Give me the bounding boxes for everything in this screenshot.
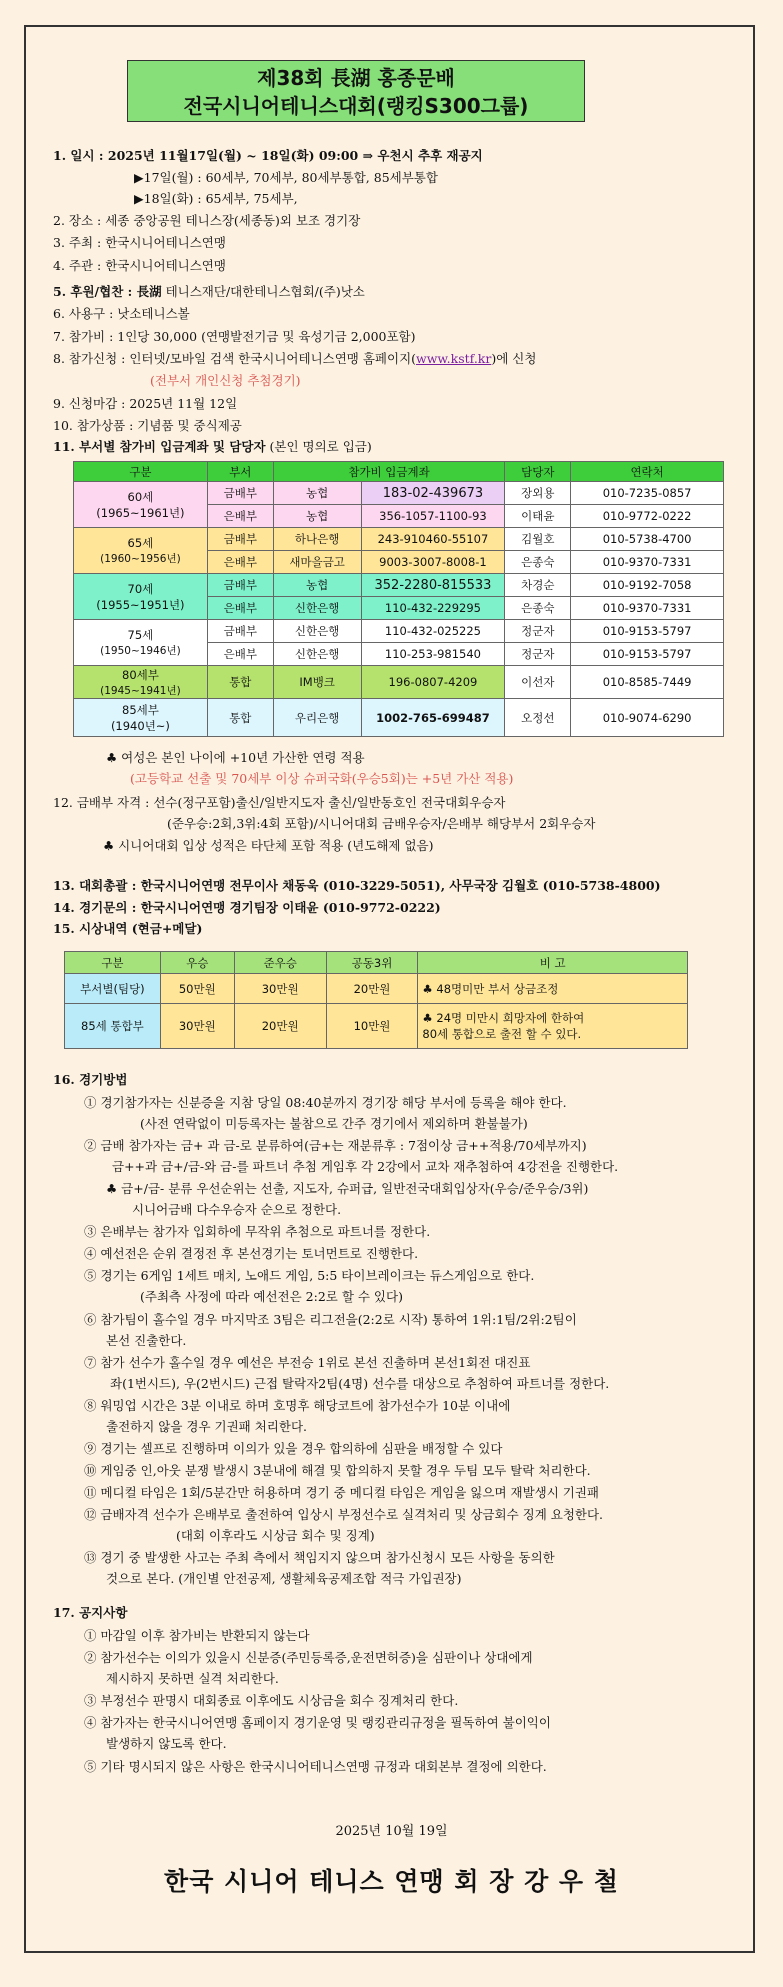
rule-line: ⑨ 경기는 셀프로 진행하며 이의가 있을 경우 합의하에 심판을 배정할 수 있다 — [84, 1441, 503, 1456]
rule-line: (대회 이후라도 시상금 회수 및 징계) — [176, 1528, 375, 1543]
rule-line: ⑤ 경기는 6게임 1세트 매치, 노애드 게임, 5:5 타이브레이크는 듀스게임으로 한다. — [84, 1268, 535, 1283]
rule-line: ① 경기참가자는 신분증을 지참 당일 08:40분까지 경기장 해당 부서에 등록을 해야 한다. — [84, 1095, 567, 1110]
rule-line: ④ 예선전은 순위 결정전 후 본선경기는 토너먼트로 진행한다. — [84, 1246, 419, 1261]
header-manager: 담당자 — [505, 462, 571, 482]
info-date-day2: ▶18일(화) : 65세부, 75세부, — [134, 191, 298, 206]
rule-line: ⑪ 메디컬 타임은 1회/5분간만 허용하며 경기 중 메디컬 타임은 게임을 잃으며 재발생시 기권패 — [84, 1485, 599, 1500]
prize-note: ♣ 24명 미만시 희망자에 한하여 80세 통합으로 출전 할 수 있다. — [418, 1004, 688, 1049]
note-women-age: ♣ 여성은 본인 나이에 +10년 가산한 연령 적용 — [106, 750, 365, 765]
age-group-65: 65세 (1960~1956년) — [74, 528, 208, 574]
info-ball: 6. 사용구 : 낫소테니스볼 — [53, 306, 190, 321]
account-number: 352-2280-815533 — [361, 574, 505, 597]
division: 금배부 — [207, 620, 273, 643]
table-row — [74, 620, 724, 643]
bank: 농협 — [273, 505, 361, 528]
bank: 신한은행 — [273, 620, 361, 643]
manager: 정군자 — [505, 620, 571, 643]
table-row — [74, 574, 724, 597]
info-prize-heading: 15. 시상내역 (현금+메달) — [53, 921, 203, 936]
info-apply-text-end: )에 신청 — [491, 351, 537, 366]
info-host: 3. 주최 : 한국시니어테니스연맹 — [53, 235, 226, 250]
homepage-link[interactable]: www.kstf.kr — [416, 351, 492, 366]
header-account: 참가비 입금계좌 — [273, 462, 505, 482]
rules-heading: 16. 경기방법 — [53, 1072, 128, 1087]
prize-table — [64, 951, 688, 1049]
rule-line: ⑦ 참가 선수가 홀수일 경우 예선은 부전승 1위로 본선 진출하며 본선1회전 대진표 — [84, 1355, 531, 1370]
account-number: 110-432-025225 — [361, 620, 505, 643]
bank: 농협 — [273, 574, 361, 597]
info-accounts-label: 11. 부서별 참가비 입금계좌 및 담당자 — [53, 439, 266, 454]
prize-first: 50만원 — [160, 974, 234, 1004]
division: 통합 — [207, 666, 273, 699]
info-gift: 10. 참가상품 : 기념품 및 중식제공 — [53, 418, 242, 433]
rule-line: 시니어금배 다수우승자 순으로 정한다. — [132, 1202, 342, 1217]
prize-header-first: 우승 — [160, 952, 234, 974]
fee-table-header — [74, 462, 724, 482]
rule-line: ⑥ 참가팀이 홀수일 경우 마지막조 3팀은 리그전을(2:2로 시작) 통하여 1위:1팀/2위:2팀이 — [84, 1312, 577, 1327]
info-gold-qualification: 12. 금배부 자격 : 선수(정구포함)출신/일반지도자 출신/일반동호인 전국대회우승자 — [53, 795, 506, 810]
table-row — [65, 1004, 688, 1049]
prize-second: 30만원 — [234, 974, 326, 1004]
info-gold-qualification-2: (준우승:2회,3위:4회 포함)/시니어대회 금배우승자/은배부 해당부서 2회우승자 — [167, 816, 596, 831]
manager: 은종숙 — [505, 597, 571, 620]
manager: 이선자 — [505, 666, 571, 699]
manager: 정군자 — [505, 643, 571, 666]
info-fee: 7. 참가비 : 1인당 30,000 (연맹발전기금 및 육성기금 2,000포함) — [53, 329, 416, 344]
account-number: 356-1057-1100-93 — [361, 505, 505, 528]
info-accounts-heading — [53, 439, 372, 455]
fee-table — [73, 461, 724, 737]
info-date-day1: ▶17일(월) : 60세부, 70세부, 80세부통합, 85세부통합 — [134, 170, 438, 185]
manager: 김월호 — [505, 528, 571, 551]
phone: 010-9153-5797 — [571, 643, 724, 666]
division: 은배부 — [207, 505, 273, 528]
table-row — [65, 974, 688, 1004]
phone: 010-9074-6290 — [571, 699, 724, 737]
division: 금배부 — [207, 574, 273, 597]
manager: 장외용 — [505, 482, 571, 505]
info-sponsor — [53, 284, 365, 300]
age-group-75: 75세 (1950~1946년) — [74, 620, 208, 666]
rule-line: ⑧ 워밍업 시간은 3분 이내로 하며 호명후 해당코트에 참가선수가 10분 이내에 — [84, 1398, 511, 1413]
prize-third: 20만원 — [326, 974, 418, 1004]
account-number: 1002-765-699487 — [361, 699, 505, 737]
footer-date: 2025년 10월 19일 — [335, 1824, 448, 1839]
account-number: 243-910460-55107 — [361, 528, 505, 551]
manager: 오정선 — [505, 699, 571, 737]
bank: IM뱅크 — [273, 666, 361, 699]
division: 통합 — [207, 699, 273, 737]
division: 은배부 — [207, 597, 273, 620]
prize-first: 30만원 — [160, 1004, 234, 1049]
rule-line: (주최측 사정에 따라 예선전은 2:2로 할 수 있다) — [140, 1289, 403, 1304]
age-group-80: 80세부 (1945~1941년) — [74, 666, 208, 699]
rule-line: 좌(1번시드), 우(2번시드) 근접 탈락자2팀(4명) 선수를 대상으로 추첨하여 파트너를 정한다. — [110, 1376, 610, 1391]
title-line-2: 전국시니어테니스대회(랭킹S300그룹) — [183, 94, 529, 118]
rule-line: ♣ 금+/금- 분류 우선순위는 선출, 지도자, 슈퍼급, 일반전국대회입상자(우승/준우승/3위) — [106, 1181, 589, 1196]
notice-line: 발생하지 않도록 한다. — [106, 1736, 227, 1751]
division: 금배부 — [207, 528, 273, 551]
rule-line: ⑬ 경기 중 발생한 사고는 주최 측에서 책임지지 않으며 참가신청시 모든 사항을 동의한 — [84, 1550, 555, 1565]
phone: 010-9772-0222 — [571, 505, 724, 528]
phone: 010-9153-5797 — [571, 620, 724, 643]
prize-note: ♣ 48명미만 부서 상금조정 — [418, 974, 688, 1004]
table-row — [74, 666, 724, 699]
title-line-1: 제38회 長湖 홍종문배 — [257, 66, 455, 90]
division: 금배부 — [207, 482, 273, 505]
table-row — [74, 699, 724, 737]
rule-line: 본선 진출한다. — [106, 1333, 187, 1348]
header-division: 부서 — [207, 462, 273, 482]
info-apply-text: 8. 참가신청 : 인터넷/모바일 검색 한국시니어테니스연맹 홈페이지( — [53, 351, 417, 366]
phone: 010-9370-7331 — [571, 551, 724, 574]
prize-second: 20만원 — [234, 1004, 326, 1049]
bank: 새마을금고 — [273, 551, 361, 574]
info-general-manager: 13. 대회총괄 : 한국시니어연맹 전무이사 채동욱 (010-3229-5051), 사무국장 김월호 (010-5738-4800) — [53, 878, 661, 893]
rule-line: (사전 연락없이 미등록자는 불참으로 간주 경기에서 제외하며 환불불가) — [140, 1116, 528, 1131]
signature: 한국 시니어 테니스 연맹 회 장 강 우 철 — [164, 1867, 619, 1896]
rule-line: ② 금배 참가자는 금+ 과 금-로 분류하여(금+는 재분류후 : 7점이상 금++적용/70세부까지) — [84, 1138, 587, 1153]
bank: 신한은행 — [273, 643, 361, 666]
notice-line: 제시하지 못하면 실격 처리한다. — [106, 1671, 279, 1686]
info-apply — [53, 351, 536, 367]
phone: 010-7235-0857 — [571, 482, 724, 505]
account-number: 196-0807-4209 — [361, 666, 505, 699]
prize-header-note: 비 고 — [418, 952, 688, 974]
notice-line: ④ 참가자는 한국시니어연맹 홈페이지 경기운영 및 랭킹관리규정을 필독하여 불이익이 — [84, 1715, 551, 1730]
manager: 은종숙 — [505, 551, 571, 574]
notice-line: ① 마감일 이후 참가비는 반환되지 않는다 — [84, 1628, 310, 1643]
account-number: 110-432-229295 — [361, 597, 505, 620]
division: 은배부 — [207, 643, 273, 666]
bank: 신한은행 — [273, 597, 361, 620]
title-box — [127, 60, 585, 122]
info-gold-qualification-3: ♣ 시니어대회 입상 성적은 타단체 포함 적용 (년도해제 없음) — [103, 838, 434, 853]
info-venue: 2. 장소 : 세종 중앙공원 테니스장(세종동)외 보조 경기장 — [53, 213, 361, 228]
account-number: 9003-3007-8008-1 — [361, 551, 505, 574]
rule-line: 출전하지 않을 경우 기권패 처리한다. — [106, 1419, 307, 1434]
rule-line: ⑫ 금배자격 선수가 은배부로 출전하여 입상시 부정선수로 실격처리 및 상금회수 징계 요청한다. — [84, 1507, 604, 1522]
prize-category: 부서별(팀당) — [65, 974, 161, 1004]
notices-heading: 17. 공지사항 — [53, 1605, 128, 1620]
notice-line: ② 참가선수는 이의가 있을시 신분증(주민등록증,운전면허증)을 심판이나 상대에게 — [84, 1650, 533, 1665]
header-category: 구분 — [74, 462, 208, 482]
bank: 하나은행 — [273, 528, 361, 551]
phone: 010-5738-4700 — [571, 528, 724, 551]
table-row — [74, 528, 724, 551]
prize-category: 85세 통합부 — [65, 1004, 161, 1049]
info-inquiry: 14. 경기문의 : 한국시니어연맹 경기팀장 이태윤 (010-9772-0222) — [53, 900, 441, 915]
prize-header-category: 구분 — [65, 952, 161, 974]
phone: 010-8585-7449 — [571, 666, 724, 699]
bank: 우리은행 — [273, 699, 361, 737]
info-apply-note: (전부서 개인신청 추첨경기) — [150, 373, 301, 388]
table-row — [74, 482, 724, 505]
prize-table-header — [65, 952, 688, 974]
info-date: 1. 일시 : 2025년 11월17일(월) ~ 18일(화) 09:00 ⇒ 우천시 추후 재공지 — [53, 148, 483, 163]
info-sponsor-list: 테니스재단/대한테니스협회/(주)낫소 — [161, 284, 365, 299]
info-accounts-note: (본인 명의로 입금) — [265, 439, 372, 454]
manager: 이태윤 — [505, 505, 571, 528]
phone: 010-9370-7331 — [571, 597, 724, 620]
account-number: 110-253-981540 — [361, 643, 505, 666]
prize-header-third: 공동3위 — [326, 952, 418, 974]
prize-header-second: 준우승 — [234, 952, 326, 974]
info-deadline: 9. 신청마감 : 2025년 11월 12일 — [53, 396, 238, 411]
info-organizer: 4. 주관 : 한국시니어테니스연맹 — [53, 258, 226, 273]
rule-line: 금++과 금+/금-와 금-를 파트너 추첨 게임후 각 2강에서 교차 재추첨하여 4강전을 진행한다. — [112, 1159, 619, 1174]
age-group-70: 70세 (1955~1951년) — [74, 574, 208, 620]
manager: 차경순 — [505, 574, 571, 597]
rule-line: 것으로 본다. (개인별 안전공제, 생활체육공제조합 적극 가입권장) — [106, 1571, 462, 1586]
account-number: 183-02-439673 — [361, 482, 505, 505]
division: 은배부 — [207, 551, 273, 574]
bank: 농협 — [273, 482, 361, 505]
header-phone: 연락처 — [571, 462, 724, 482]
phone: 010-9192-7058 — [571, 574, 724, 597]
age-group-85: 85세부 (1940년~) — [74, 699, 208, 737]
age-group-60: 60세 (1965~1961년) — [74, 482, 208, 528]
notice-line: ⑤ 기타 명시되지 않은 사항은 한국시니어테니스연맹 규정과 대회본부 결정에 의한다. — [84, 1759, 547, 1774]
info-sponsor-label: 5. 후원/협찬 : 長湖 — [53, 284, 162, 299]
prize-third: 10만원 — [326, 1004, 418, 1049]
notice-line: ③ 부정선수 판명시 대회종료 이후에도 시상금을 회수 징계처리 한다. — [84, 1693, 459, 1708]
rule-line: ⑩ 게임중 인,아웃 분쟁 발생시 3분내에 해결 및 합의하지 못할 경우 두팀 모두 탈락 처리한다. — [84, 1463, 591, 1478]
note-bonus-age: (고등학교 선출 및 70세부 이상 슈퍼국화(우승5회)는 +5년 가산 적용) — [130, 771, 514, 786]
rule-line: ③ 은배부는 참가자 입회하에 무작위 추첨으로 파트너를 정한다. — [84, 1224, 431, 1239]
